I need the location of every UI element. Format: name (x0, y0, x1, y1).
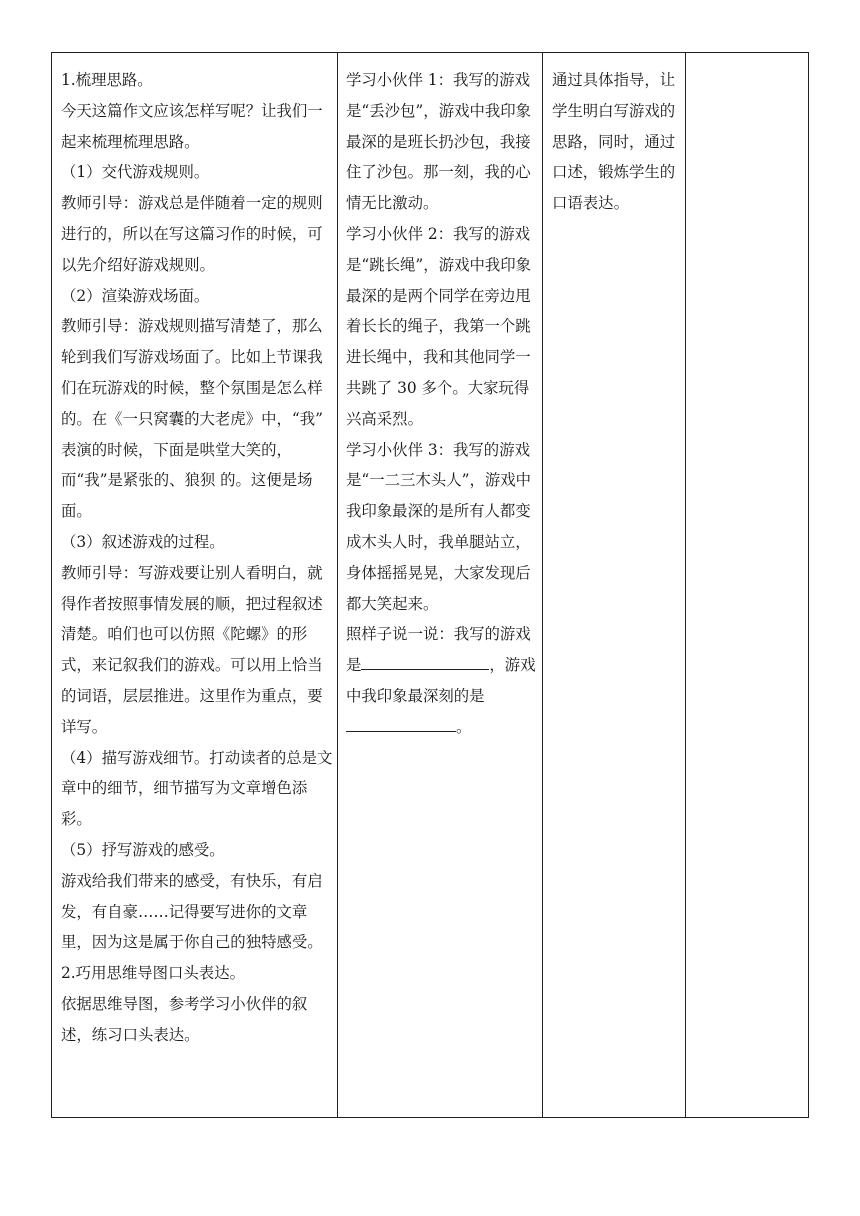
fill-in-prompt (346, 619, 538, 742)
lesson-table (51, 52, 809, 1118)
partner-example: 学习小伙伴 2：我写的游戏是“跳长绳”，游戏中我印象最深的是两个同学在旁边甩着长长的绳子，我第一个跳进长绳中，我和其他同学一共跳了 30 多个。大家玩得兴高采烈。 (346, 224, 532, 428)
design-intent-cell (552, 65, 682, 219)
step-subheading: （2）渲染游戏场面。 (61, 286, 210, 305)
step-text: 今天这篇作文应该怎样写呢？让我们一起来梳理梳理思路。 (61, 101, 323, 151)
partner-example: 学习小伙伴 3：我写的游戏是“一二三木头人”，游戏中我印象最深的是所有人都变成木头人时，我单腿站立，身体摇摇晃晃，大家发现后都大笑起来。 (346, 440, 532, 613)
step-subheading: （5）抒写游戏的感受。 (61, 840, 225, 859)
column-divider (542, 53, 543, 1117)
step-text: 依据思维导图，参考学习小伙伴的叙述，练习口头表达。 (61, 994, 308, 1044)
step-text: 游戏给我们带来的感受，有快乐，有启发，有自豪……记得要写进你的文章里，因为这是属于你自己的独特感受。 (61, 871, 323, 952)
teaching-steps-cell (61, 65, 337, 1051)
step-text: 教师引导：游戏规则描写清楚了，那么轮到我们写游戏场面了。比如上节课我们在玩游戏的时候，整个氛围是怎么样的。在《一只窝囊的大老虎》中，“我” 表演的时候，下面是哄堂大笑的，而“我”是紧张的、狼狈 的。这便是场面。 (61, 317, 323, 521)
design-intent-text: 通过具体指导，让学生明白写游戏的思路，同时，通过口述，锻炼学生的口语表达。 (552, 71, 676, 213)
blank-line (346, 713, 456, 732)
step-text: 教师引导：写游戏要让别人看明白，就得作者按照事情发展的顺，把过程叙述清楚。咱们也可以仿照《陀螺》的形式，来记叙我们的游戏。可以用上恰当的词语，层层推进。这里作为重点，要详写。 (61, 563, 323, 736)
prompt-text: ，游戏中我印象最深刻的是 (346, 656, 536, 705)
column-divider (685, 53, 686, 1117)
partner-example: 学习小伙伴 1：我写的游戏是“丢沙包”，游戏中我印象最深的是班长扔沙包，我接住了沙包。那一刻，我的心情无比激动。 (346, 71, 532, 213)
step-heading: 1.梳理思路。 (61, 71, 153, 89)
step-text: （4）描写游戏细节。打动读者的总是文章中的细节，细节描写为文章增色添彩。 (61, 748, 333, 829)
prompt-text: 照样子说一说：我写的游戏是 (346, 625, 531, 675)
blank-line (361, 651, 489, 670)
student-activity-cell (346, 65, 538, 743)
step-subheading: （1）交代游戏规则。 (61, 163, 210, 182)
step-text: 教师引导：游戏总是伴随着一定的规则进行的，所以在写这篇习作的时候，可以先介绍好游戏规则。 (61, 194, 323, 274)
step-subheading: （3）叙述游戏的过程。 (61, 532, 225, 551)
column-divider (337, 53, 338, 1117)
prompt-text: 。 (456, 717, 472, 736)
step-heading: 2.巧用思维导图口头表达。 (61, 964, 245, 983)
